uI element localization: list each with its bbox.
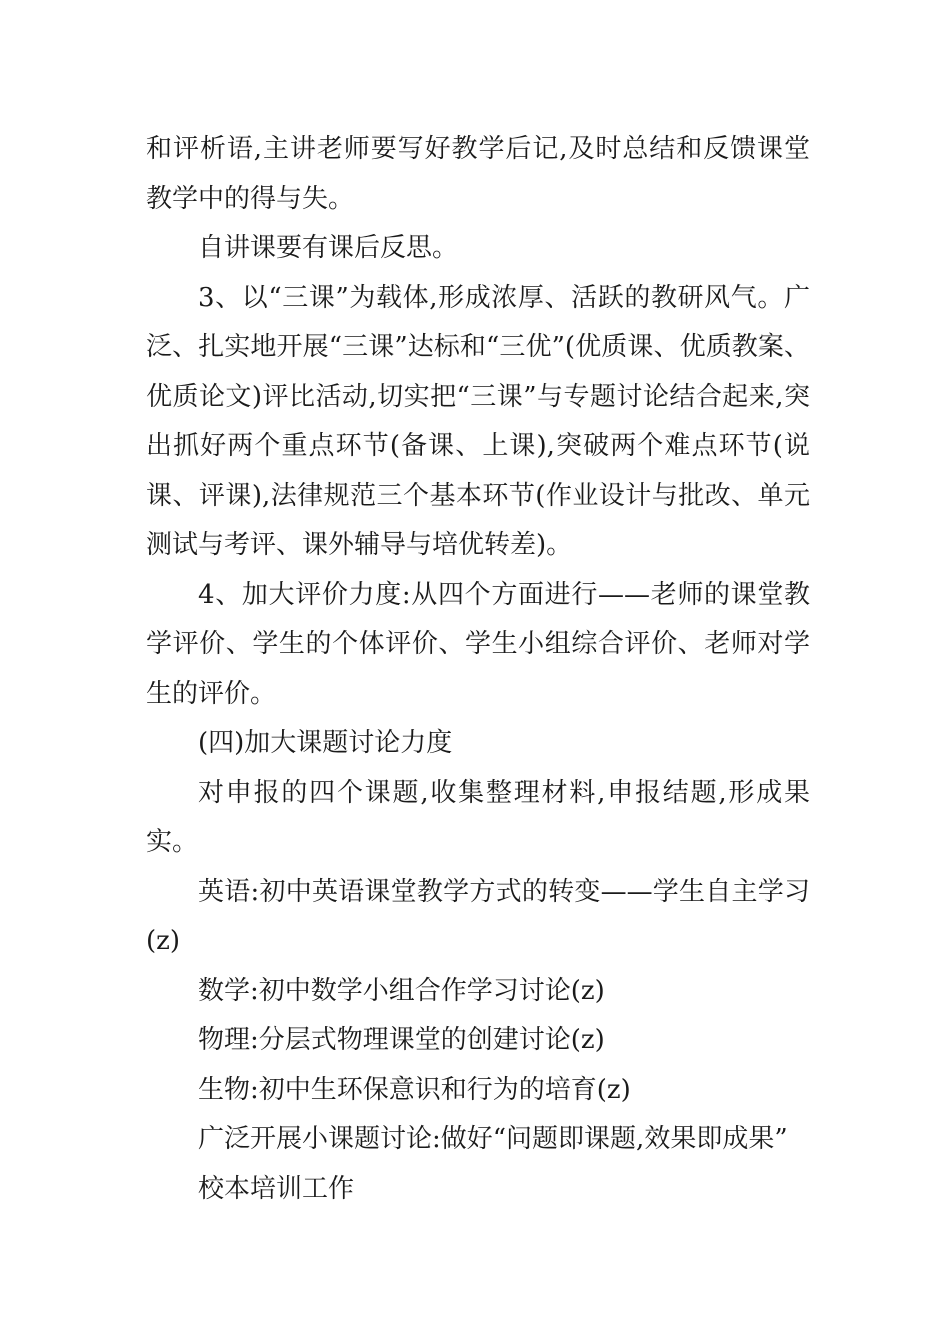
paragraph-1: 和评析语,主讲老师要写好教学后记,及时总结和反馈课堂教学中的得与失。: [146, 134, 810, 214]
paragraph-2: 自讲课要有课后反思。: [198, 233, 459, 263]
document-body: [146, 125, 810, 1214]
section-heading-research: (四)加大课题讨论力度: [198, 728, 453, 758]
topic-math: 数学:初中数学小组合作学习讨论(z): [198, 975, 605, 1006]
topic-physics: 物理:分层式物理课堂的创建讨论(z): [198, 1025, 605, 1055]
section-heading-training: 校本培训工作: [198, 1173, 355, 1204]
paragraph-3: 3、以“三课”为载体,形成浓厚、活跃的教研风气。广泛、扎实地开展“三课”达标和“三优”(优质课、优质教案、优质论文)评比活动,切实把“三课”与专题讨论结合起来,突出抓好两个重点环节(备课、上课),突破两个难点环节(说课、评课),法律规范三个基本环节(作业设计与批改、单元测试与考评、课外辅导与培优转差)。: [146, 282, 810, 560]
paragraph-4: 4、加大评价力度:从四个方面进行——老师的课堂教学评价、学生的个体评价、学生小组综合评价、老师对学生的评价。: [146, 579, 810, 709]
topic-biology: 生物:初中生环保意识和行为的培育(z): [198, 1074, 631, 1105]
paragraph-small-topics: 广泛开展小课题讨论:做好“问题即课题,效果即成果”: [198, 1124, 788, 1154]
paragraph-6: 对申报的四个课题,收集整理材料,申报结题,形成果实。: [146, 777, 810, 857]
topic-english: 英语:初中英语课堂教学方式的转变——学生自主学习(z): [146, 876, 810, 956]
